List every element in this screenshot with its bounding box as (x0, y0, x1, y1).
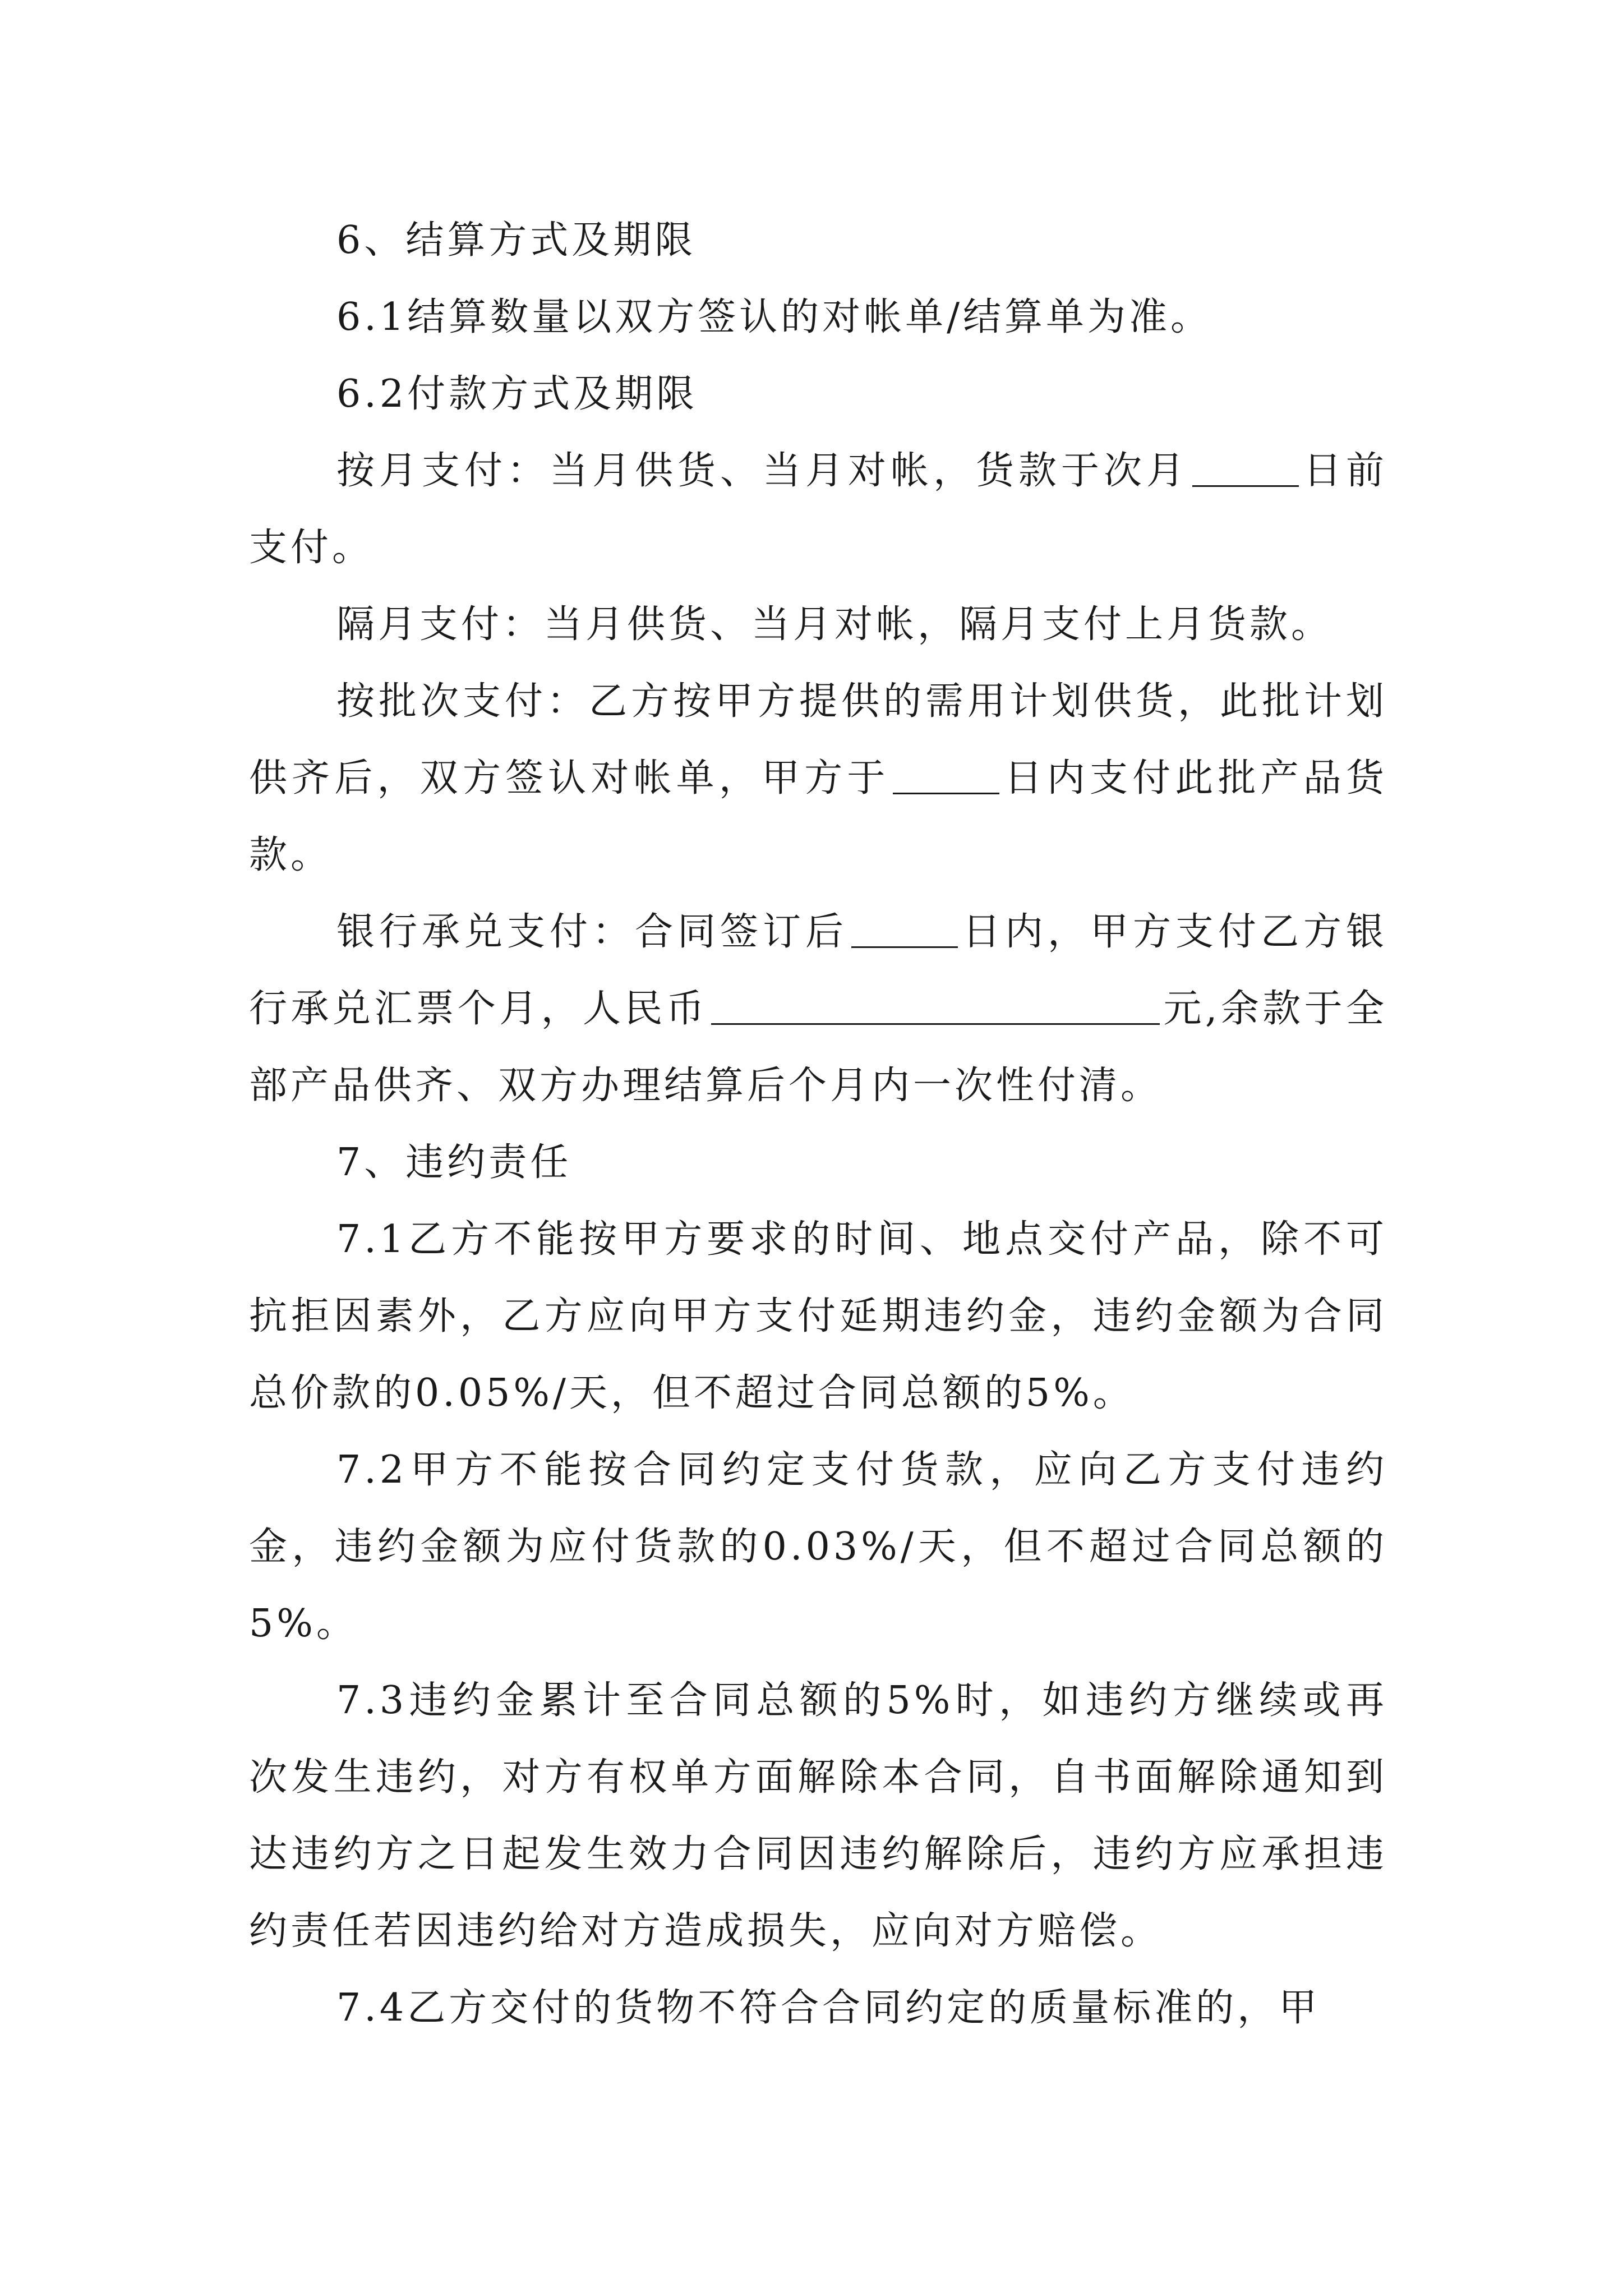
clause-6-1: 6.1结算数量以双方签认的对帐单/结算单为准。 (336, 295, 1212, 339)
monthly-payment-paragraph (249, 432, 1387, 586)
alternate-month-payment-paragraph: 隔月支付：当月供货、当月对帐，隔月支付上月货款。 (336, 602, 1333, 647)
batch-payment-text-b: 日内支付此批产品货款。 (249, 756, 1387, 877)
batch-payment-paragraph (249, 663, 1387, 894)
bank-acceptance-text-b: 日内，甲方支付乙方银行承兑汇票个月，人民币 (249, 910, 1387, 1031)
monthly-payment-text-b: 日前支付。 (249, 449, 1387, 570)
clause-7-1: 7.1乙方不能按甲方要求的时间、地点交付产品，除不可抗拒因素外，乙方应向甲方支付延期违约金，违约金额为合同总价款的0.05%/天，但不超过合同总额的5%。 (249, 1217, 1387, 1415)
clause-7-2: 7.2甲方不能按合同约定支付货款，应向乙方支付违约金，违约金额为应付货款的0.03%/天，但不超过合同总额的5%。 (249, 1448, 1387, 1646)
rmb-amount-blank (711, 990, 1160, 1025)
monthly-payment-text-a: 按月支付：当月供货、当月对帐，货款于次月 (336, 449, 1189, 493)
section-7-heading: 7、违约责任 (336, 1140, 572, 1185)
section-6-heading: 6、结算方式及期限 (336, 218, 697, 263)
batch-payment-text-a: 按批次支付：乙方按甲方提供的需用计划供货，此批计划供齐后，双方签认对帐单，甲方于 (249, 679, 1387, 800)
document-body (249, 202, 1387, 2046)
bank-acceptance-paragraph (249, 894, 1387, 1124)
bank-acceptance-text-c: 元,余款于全部产品供齐、双方办理结算后个月内一次性付清。 (249, 987, 1387, 1108)
clause-7-3: 7.3违约金累计至合同总额的5%时，如违约方继续或再次发生违约，对方有权单方面解除本合同，自书面解除通知到达违约方之日起发生效力合同因违约解除后，违约方应承担违约责任若因违约给对方造成损失，应向对方赔偿。 (249, 1678, 1387, 1953)
bank-days-blank (851, 913, 958, 948)
bank-acceptance-text-a: 银行承兑支付：合同签订后 (336, 910, 848, 954)
payment-day-blank (1192, 452, 1299, 487)
clause-7-4: 7.4乙方交付的货物不符合合同约定的质量标准的，甲 (336, 1986, 1321, 2030)
clause-6-2: 6.2付款方式及期限 (336, 372, 698, 416)
batch-days-blank (893, 759, 999, 794)
